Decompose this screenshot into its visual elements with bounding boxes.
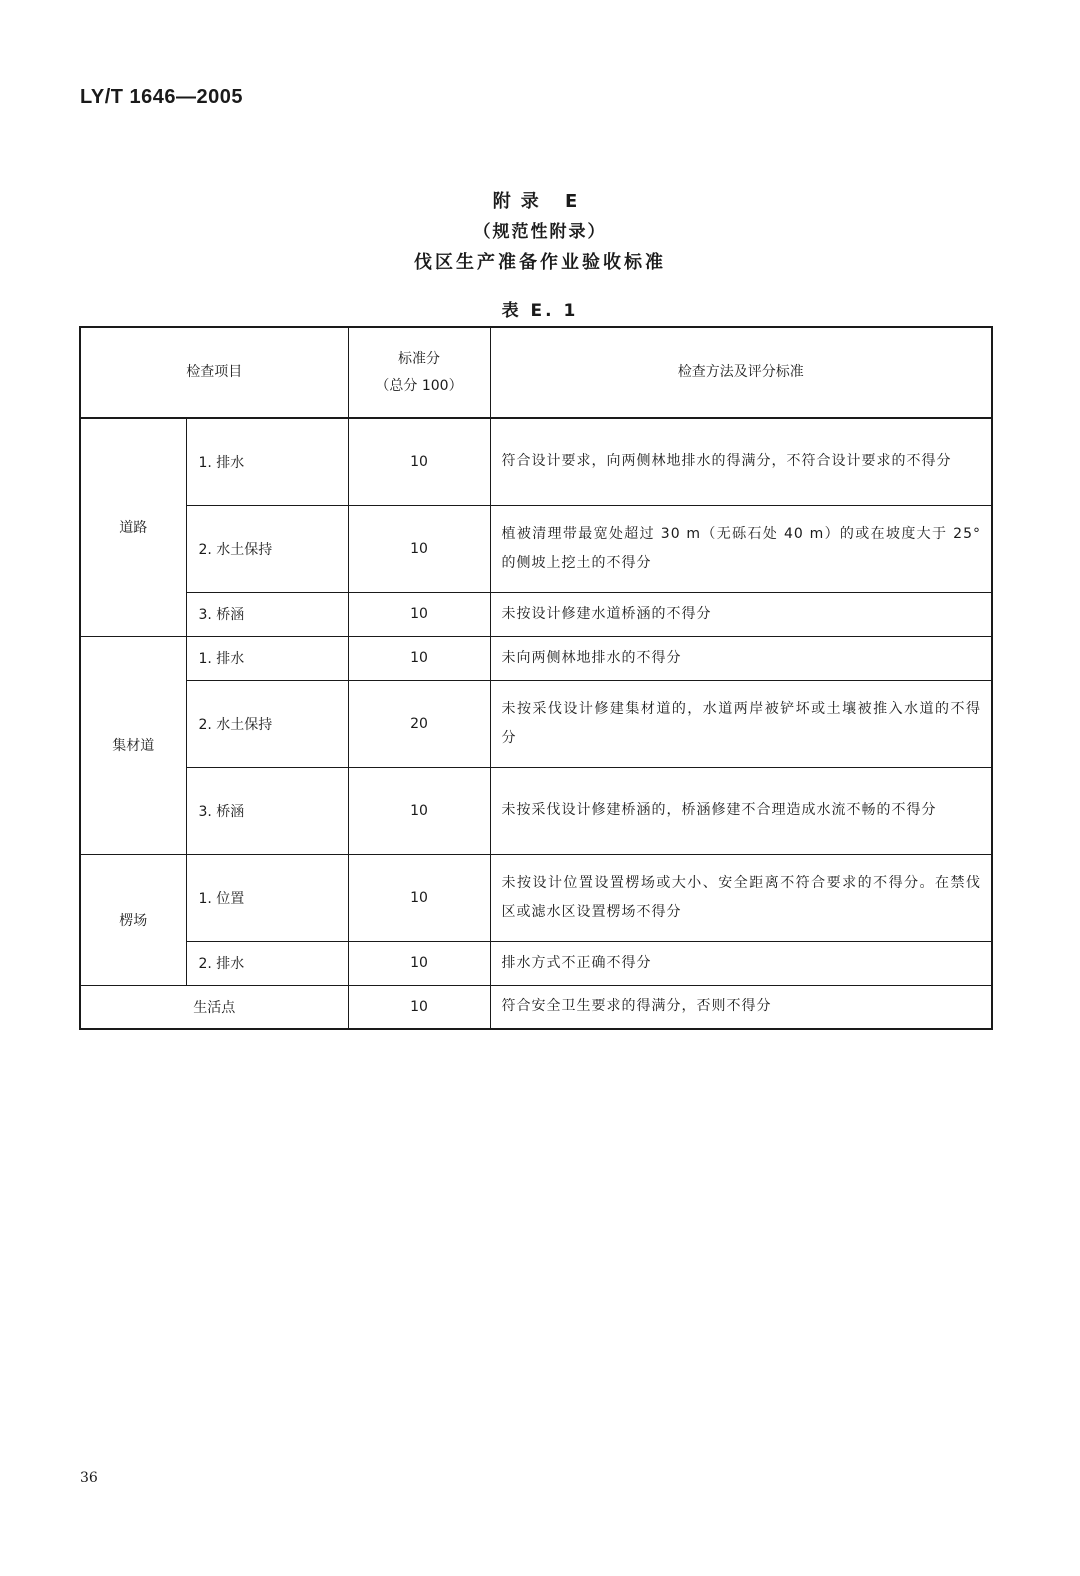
category-cell: 道路: [80, 418, 186, 636]
table-row: [80, 767, 992, 854]
appendix-title: 伐区生产准备作业验收标准: [414, 252, 666, 273]
header-score-line2: （总分 100）: [375, 377, 463, 394]
table-row: [80, 505, 992, 592]
table-row: [80, 636, 992, 680]
acceptance-table: [79, 326, 993, 1030]
method-cell: 符合安全卫生要求的得满分，否则不得分: [490, 985, 992, 1029]
table-row: [80, 592, 992, 636]
standard-code: LY/T 1646—2005: [80, 86, 244, 108]
header-score-line1: 标准分: [398, 350, 440, 367]
table-label: 表 E. 1: [501, 301, 579, 321]
method-cell: 未按设计位置设置楞场或大小、安全距离不符合要求的不得分。在禁伐区或滤水区设置楞场不得分: [490, 854, 992, 941]
item-cell: 3. 桥涵: [186, 767, 348, 854]
score-cell: 10: [348, 854, 490, 941]
header-method: 检查方法及评分标准: [490, 327, 992, 418]
item-cell: 1. 位置: [186, 854, 348, 941]
header-item: 检查项目: [80, 327, 348, 418]
score-cell: 20: [348, 680, 490, 767]
score-cell: 10: [348, 636, 490, 680]
item-cell: 1. 排水: [186, 418, 348, 505]
method-cell: 未按采伐设计修建集材道的，水道两岸被铲坏或土壤被推入水道的不得分: [490, 680, 992, 767]
category-cell: 生活点: [80, 985, 348, 1029]
table-row: [80, 941, 992, 985]
method-cell: 植被清理带最宽处超过 30 m（无砾石处 40 m）的或在坡度大于 25°的侧坡上挖土的不得分: [490, 505, 992, 592]
table-header-row: [80, 327, 992, 418]
item-cell: 2. 水土保持: [186, 505, 348, 592]
table-row: [80, 680, 992, 767]
score-cell: 10: [348, 418, 490, 505]
score-cell: 10: [348, 592, 490, 636]
item-cell: 1. 排水: [186, 636, 348, 680]
score-cell: 10: [348, 505, 490, 592]
item-cell: 3. 桥涵: [186, 592, 348, 636]
table-row: [80, 418, 992, 505]
table-row: [80, 854, 992, 941]
header-score: [348, 327, 490, 418]
item-cell: 2. 水土保持: [186, 680, 348, 767]
method-cell: 未按设计修建水道桥涵的不得分: [490, 592, 992, 636]
appendix-kind: （规范性附录）: [473, 222, 607, 242]
category-cell: 集材道: [80, 636, 186, 854]
method-cell: 排水方式不正确不得分: [490, 941, 992, 985]
method-cell: 未向两侧林地排水的不得分: [490, 636, 992, 680]
category-cell: 楞场: [80, 854, 186, 985]
page-number: 36: [80, 1470, 98, 1486]
score-cell: 10: [348, 941, 490, 985]
table-row: [80, 985, 992, 1029]
appendix-heading: 附录 E: [492, 191, 588, 212]
item-cell: 2. 排水: [186, 941, 348, 985]
method-cell: 符合设计要求，向两侧林地排水的得满分，不符合设计要求的不得分: [490, 418, 992, 505]
score-cell: 10: [348, 767, 490, 854]
method-cell: 未按采伐设计修建桥涵的，桥涵修建不合理造成水流不畅的不得分: [490, 767, 992, 854]
score-cell: 10: [348, 985, 490, 1029]
